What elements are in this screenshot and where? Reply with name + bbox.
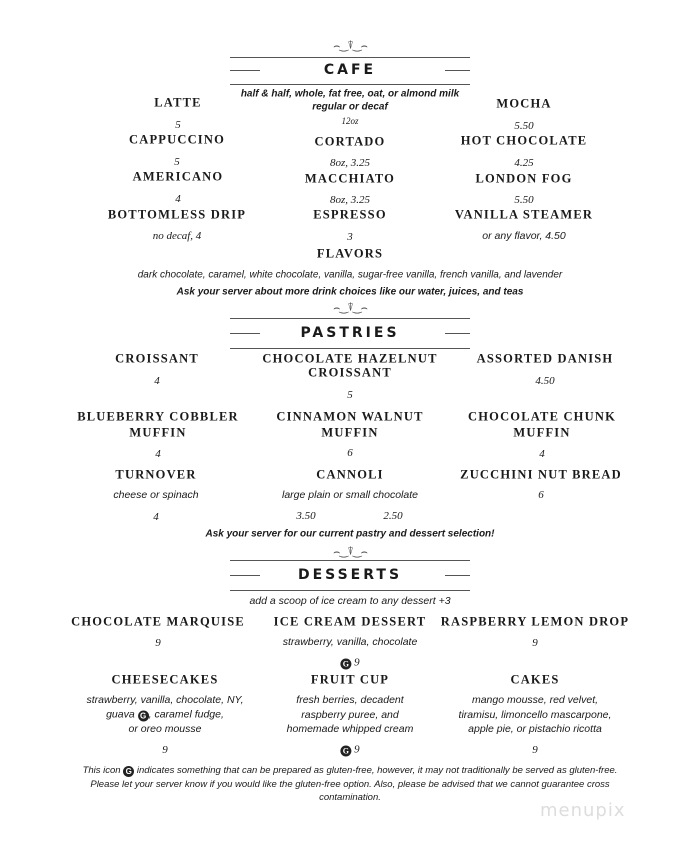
pastry-ask-note: Ask your server for our current pastry and dessert selection! bbox=[205, 528, 495, 540]
item-price: 4 bbox=[539, 448, 545, 460]
item-price: 9 bbox=[162, 744, 168, 756]
item-desc: strawberry, vanilla, chocolate bbox=[282, 636, 418, 648]
item-price: 4.25 bbox=[514, 157, 534, 169]
item-desc-part: guava bbox=[106, 708, 135, 721]
divider bbox=[230, 70, 260, 71]
item-name: CHOCOLATE CHUNK bbox=[468, 409, 616, 424]
item-price: 4 bbox=[175, 193, 181, 205]
item-name: CROISSANT bbox=[115, 351, 199, 366]
footnote-text: This icon bbox=[82, 765, 121, 776]
item-name: CAKES bbox=[510, 672, 560, 687]
divider bbox=[230, 575, 260, 576]
item-price: 4.50 bbox=[535, 375, 555, 387]
item-desc: tiramisu, limoncello mascarpone, bbox=[458, 709, 612, 721]
item-name: CHOCOLATE MARQUISE bbox=[71, 614, 245, 629]
regular-note: regular or decaf bbox=[312, 101, 388, 113]
item-name: LATTE bbox=[154, 95, 202, 110]
item-name: ASSORTED DANISH bbox=[476, 351, 614, 366]
item-price: 5.50 bbox=[514, 120, 534, 132]
divider bbox=[445, 333, 470, 334]
divider bbox=[230, 318, 470, 319]
item-name: CHEESECAKES bbox=[111, 672, 219, 687]
item-desc bbox=[106, 709, 224, 722]
section-title-desserts: DESSERTS bbox=[297, 567, 403, 583]
divider bbox=[230, 590, 470, 591]
drinks-ask-note: Ask your server about more drink choices like our water, juices, and teas bbox=[176, 286, 524, 298]
size-note: 12oz bbox=[341, 116, 359, 126]
ornament-icon: ⌢‿⍒‿⌢ bbox=[333, 39, 367, 52]
item-name: LONDON FOG bbox=[475, 171, 573, 186]
item-name: VANILLA STEAMER bbox=[454, 207, 594, 222]
divider bbox=[445, 70, 470, 71]
item-name: FRUIT CUP bbox=[310, 672, 390, 687]
footnote-text: indicates something that can be prepared as gluten-free, however, it may not traditionally be served as gluten-free. Please let your server know if you would like the gluten-free option. Also, please be advised that we cannot guarantee cross contamination. bbox=[90, 765, 618, 803]
item-price: 4 bbox=[154, 375, 160, 387]
item-desc: apple pie, or pistachio ricotta bbox=[468, 723, 602, 735]
item-desc: fresh berries, decadent bbox=[296, 694, 404, 706]
item-name: MUFFIN bbox=[513, 425, 571, 440]
divider bbox=[230, 333, 260, 334]
item-name: CANNOLI bbox=[316, 467, 384, 482]
item-price: 3 bbox=[347, 231, 353, 243]
item-name: MUFFIN bbox=[129, 425, 187, 440]
item-price: no decaf, 4 bbox=[152, 230, 202, 242]
item-price: 6 bbox=[347, 447, 353, 459]
item-price: 9 bbox=[354, 743, 360, 756]
item-price: 9 bbox=[532, 744, 538, 756]
item-name: HOT CHOCOLATE bbox=[460, 133, 588, 148]
item-price: 5.50 bbox=[514, 194, 534, 206]
gluten-free-icon: G bbox=[340, 746, 351, 757]
item-name: CROISSANT bbox=[308, 365, 392, 380]
gluten-free-icon: G bbox=[123, 766, 134, 777]
item-price-small: 2.50 bbox=[383, 510, 403, 522]
item-name: TURNOVER bbox=[115, 467, 197, 482]
section-title-pastries: PASTRIES bbox=[300, 325, 400, 341]
item-price-row bbox=[340, 744, 359, 757]
scoop-note: add a scoop of ice cream to any dessert +3 bbox=[249, 595, 451, 607]
item-name: ZUCCHINI NUT BREAD bbox=[460, 467, 622, 482]
item-desc: cheese or spinach bbox=[113, 489, 199, 501]
item-name: BOTTOMLESS DRIP bbox=[107, 207, 247, 222]
item-name: BLUEBERRY COBBLER bbox=[77, 409, 239, 424]
item-price: or any flavor, 4.50 bbox=[482, 230, 566, 242]
item-name: CAPPUCCINO bbox=[128, 132, 226, 147]
item-desc-part: , caramel fudge, bbox=[148, 708, 224, 721]
item-price: 6 bbox=[538, 489, 544, 501]
gluten-free-icon: G bbox=[340, 659, 351, 670]
item-desc: strawberry, vanilla, chocolate, NY, bbox=[86, 694, 244, 706]
item-name: CORTADO bbox=[314, 134, 386, 149]
item-price: 8oz, 3.25 bbox=[329, 194, 371, 206]
gluten-free-footnote bbox=[70, 764, 630, 805]
ornament-icon: ⌢‿⍒‿⌢ bbox=[333, 545, 367, 558]
item-price: 9 bbox=[155, 637, 161, 649]
item-price-large: 3.50 bbox=[296, 510, 316, 522]
milk-note: half & half, whole, fat free, oat, or almond milk bbox=[240, 88, 460, 100]
watermark-logo: menupix bbox=[540, 800, 626, 821]
flavors-list: dark chocolate, caramel, white chocolate, vanilla, sugar-free vanilla, french vanilla, and lavender bbox=[137, 269, 563, 281]
item-desc: raspberry puree, and bbox=[301, 709, 399, 721]
divider bbox=[230, 348, 470, 349]
item-name: MUFFIN bbox=[321, 425, 379, 440]
item-name: RASPBERRY LEMON DROP bbox=[440, 614, 630, 629]
divider bbox=[230, 84, 470, 85]
item-price: 8oz, 3.25 bbox=[329, 157, 371, 169]
gluten-free-icon: G bbox=[138, 711, 149, 722]
item-desc: mango mousse, red velvet, bbox=[471, 694, 599, 706]
section-title-cafe: CAFE bbox=[323, 62, 377, 78]
item-desc: homemade whipped cream bbox=[286, 723, 414, 735]
item-price: 5 bbox=[347, 389, 353, 401]
divider bbox=[230, 57, 470, 58]
item-name: MOCHA bbox=[496, 96, 552, 111]
divider bbox=[445, 575, 470, 576]
item-name: AMERICANO bbox=[132, 169, 224, 184]
item-price: 9 bbox=[532, 637, 538, 649]
item-name: ICE CREAM DESSERT bbox=[273, 614, 427, 629]
item-price: 9 bbox=[354, 656, 360, 669]
item-name: CHOCOLATE HAZELNUT bbox=[262, 351, 438, 366]
divider bbox=[230, 560, 470, 561]
item-price: 5 bbox=[174, 156, 180, 168]
ornament-icon: ⌢‿⍒‿⌢ bbox=[333, 301, 367, 314]
item-name: CINNAMON WALNUT bbox=[276, 409, 424, 424]
flavors-title: FLAVORS bbox=[316, 246, 384, 261]
item-price: 4 bbox=[155, 448, 161, 460]
item-desc: or oreo mousse bbox=[128, 723, 202, 735]
item-price: 4 bbox=[153, 511, 159, 523]
item-price: 5 bbox=[175, 119, 181, 131]
item-desc: large plain or small chocolate bbox=[282, 489, 418, 501]
item-name: ESPRESSO bbox=[313, 207, 387, 222]
item-price-row bbox=[340, 657, 359, 670]
item-name: MACCHIATO bbox=[304, 171, 396, 186]
